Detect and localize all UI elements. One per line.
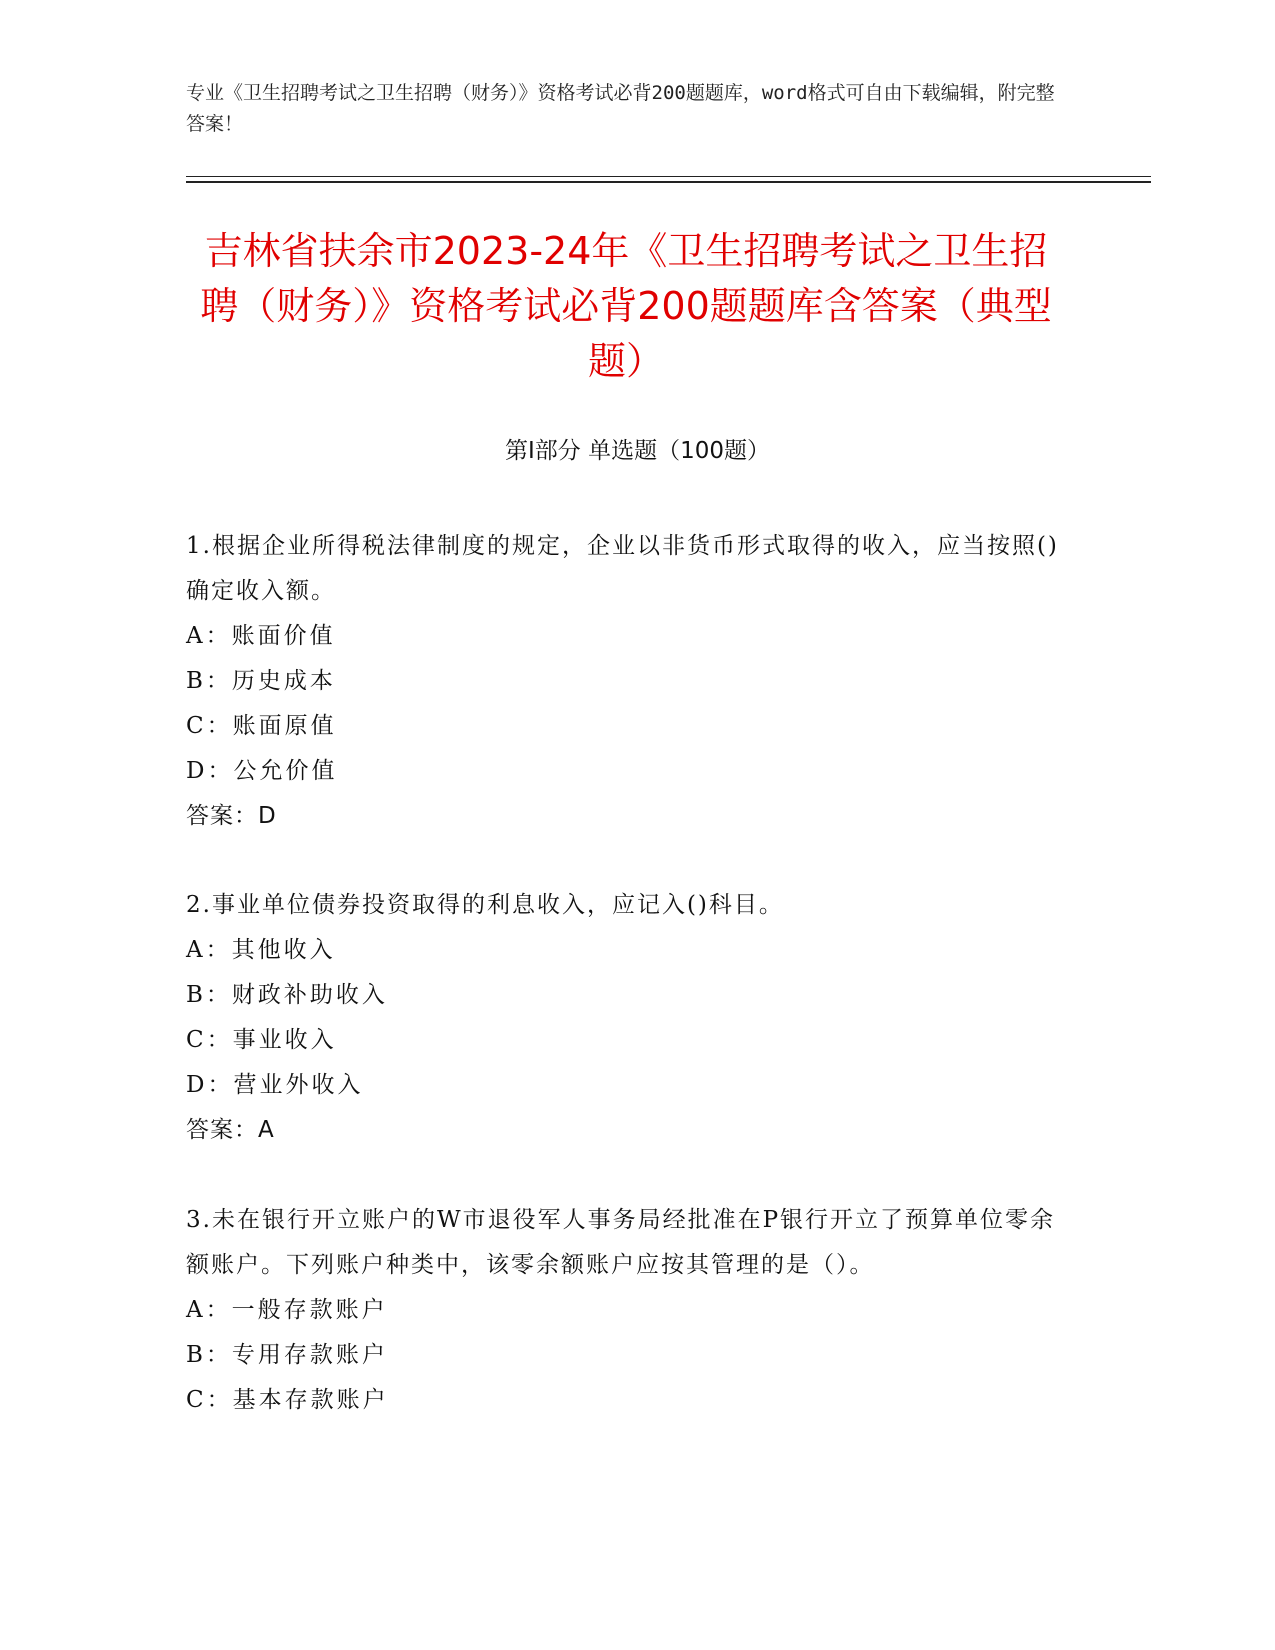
answer-line: 答案：A	[186, 1117, 275, 1143]
question-block	[186, 1198, 1066, 1423]
option-b: B：历史成本	[186, 668, 336, 694]
question-text: 1.根据企业所得税法律制度的规定，企业以非货币形式取得的收入，应当按照()确定收入额。	[186, 533, 1059, 604]
question-block	[186, 524, 1066, 839]
header-note: 专业《卫生招聘考试之卫生招聘（财务）》资格考试必背200题题库，word格式可自由下载编辑，附完整答案！	[186, 82, 1055, 135]
document-title: 吉林省扶余市2023-24年《卫生招聘考试之卫生招聘（财务）》资格考试必背200题题库含答案（典型题）	[200, 229, 1052, 383]
option-a: A：一般存款账户	[186, 1297, 388, 1323]
question-text: 2.事业单位债券投资取得的利息收入，应记入()科目。	[186, 892, 784, 918]
option-a: A：其他收入	[186, 937, 336, 963]
section-heading: 第Ⅰ部分 单选题（100题）	[505, 438, 770, 464]
option-c: C：基本存款账户	[186, 1387, 389, 1413]
question-text: 3.未在银行开立账户的W市退役军人事务局经批准在P银行开立了预算单位零余额账户。下列账户种类中，该零余额账户应按其管理的是（）。	[186, 1207, 1056, 1278]
header-divider-thick	[186, 181, 1151, 183]
option-a: A：账面价值	[186, 623, 336, 649]
header-divider-thin	[186, 176, 1151, 177]
option-c: C：事业收入	[186, 1027, 337, 1053]
option-d: D：营业外收入	[186, 1072, 364, 1098]
option-c: C：账面原值	[186, 713, 337, 739]
option-b: B：财政补助收入	[186, 982, 388, 1008]
option-d: D：公允价值	[186, 758, 338, 784]
answer-line: 答案：D	[186, 803, 277, 829]
option-b: B：专用存款账户	[186, 1342, 388, 1368]
question-block	[186, 883, 1066, 1153]
